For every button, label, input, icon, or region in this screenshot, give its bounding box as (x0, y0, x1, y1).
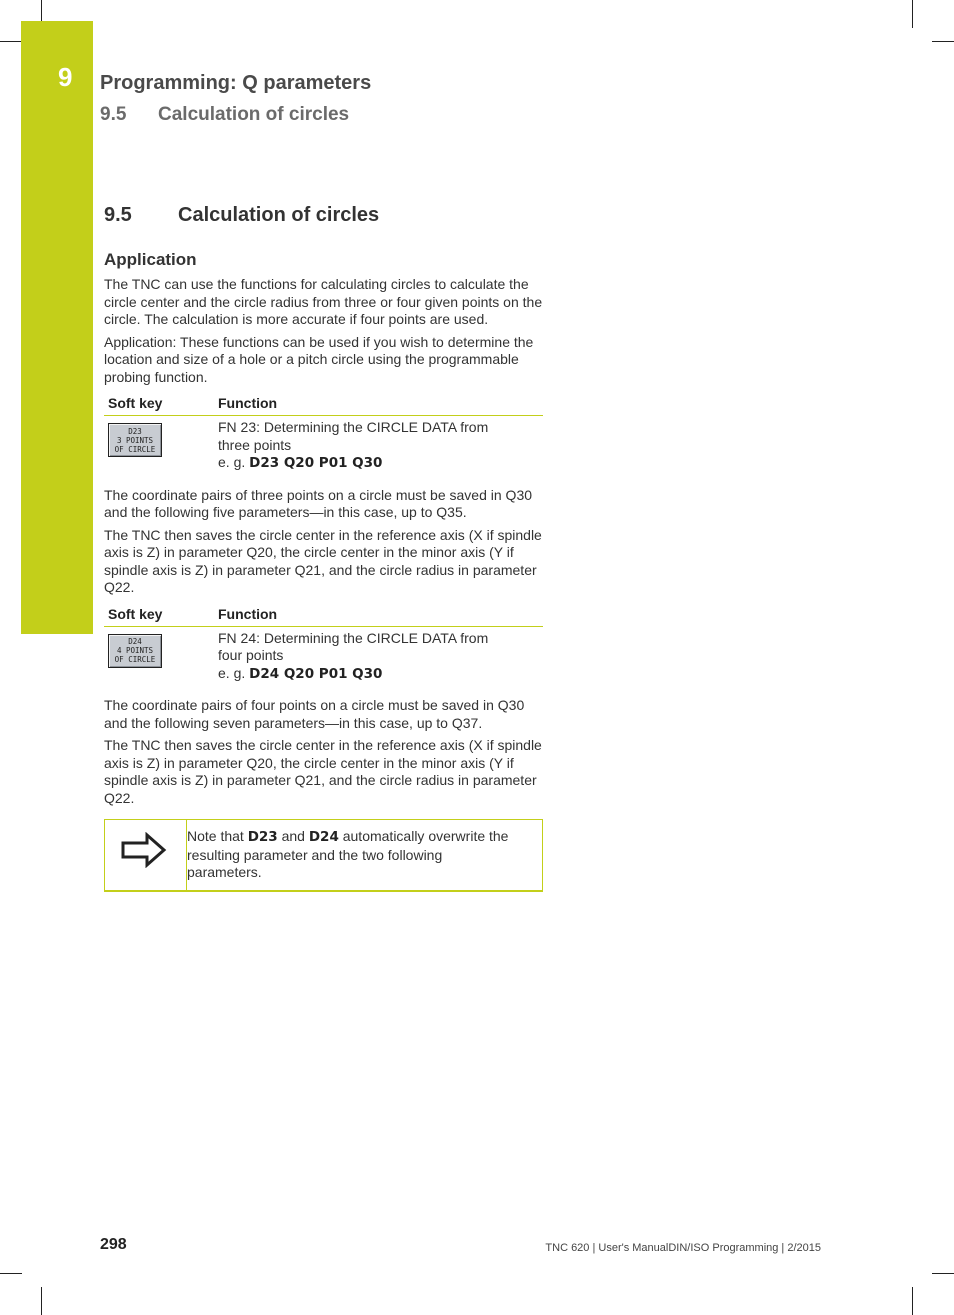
paragraph: The TNC then saves the circle center in the reference axis (X if spindle axis is Z) in parameter Q20, the circle center in the minor axis (Y if spindle axis is Z) in parameter Q21, and the circle radius in parameter Q22. (104, 526, 542, 595)
column-header-function: Function (214, 392, 543, 416)
section-number: 9.5 (104, 204, 132, 226)
footer-text: TNC 620 | User's ManualDIN/ISO Programming | 2/2015 (545, 1242, 821, 1254)
example-code: D24 Q20 P01 Q30 (249, 665, 383, 682)
note-code: D23 (247, 829, 278, 845)
note-box (104, 819, 543, 892)
page-content (104, 204, 544, 892)
softkey-line: OF CIRCLE (114, 655, 156, 664)
crop-mark (0, 41, 22, 42)
note-text (187, 828, 517, 882)
chapter-number: 9 (58, 62, 73, 92)
softkey-line: OF CIRCLE (114, 444, 156, 454)
running-header-section (100, 104, 349, 126)
running-header-chapter: Programming: Q parameters (100, 72, 372, 94)
arrow-right-icon (121, 832, 167, 868)
softkey-line: 3 POINTS (116, 435, 154, 445)
crop-mark (932, 41, 954, 42)
note-text-part: and (277, 828, 309, 844)
softkey-d23-button[interactable] (108, 423, 162, 457)
softkey-d24-button[interactable] (108, 634, 162, 668)
function-description: three points (218, 436, 292, 453)
softkey-line: D23 (128, 426, 142, 436)
note-text-part: Note that (187, 828, 248, 844)
paragraph: The TNC then saves the circle center in the reference axis (X if spindle axis is Z) in parameter Q20, the circle center in the minor axis (Y if spindle axis is Z) in parameter Q21, and the circle radius in parameter Q22. (104, 737, 542, 806)
softkey-table (104, 603, 543, 688)
function-description: four points (218, 647, 284, 663)
column-header-softkey: Soft key (104, 603, 214, 627)
crop-mark (912, 0, 913, 28)
softkey-line: D24 (128, 637, 142, 646)
softkey-table (104, 392, 543, 477)
note-text-part: automatically overwrite the resulting parameter and the two following parameters. (187, 828, 509, 880)
paragraph: Application: These functions can be used if you wish to determine the location and size of a hole or a pitch circle using the programmable probing function. (104, 333, 534, 385)
example-prefix: e. g. (218, 664, 246, 681)
function-description: FN 24: Determining the CIRCLE DATA from (218, 629, 489, 646)
function-example (218, 454, 539, 473)
crop-mark (932, 1273, 954, 1274)
section-title: Calculation of circles (178, 204, 380, 226)
crop-mark (41, 1287, 42, 1315)
crop-mark (912, 1287, 913, 1315)
running-header-section-number: 9.5 (100, 104, 127, 125)
subheading: Application (104, 250, 197, 269)
running-header-section-title: Calculation of circles (158, 104, 350, 125)
paragraph: The coordinate pairs of three points on a circle must be saved in Q30 and the following five parameters—in this case, up to Q35. (104, 486, 533, 520)
example-code: D23 Q20 P01 Q30 (249, 455, 383, 471)
table-row (104, 416, 543, 477)
table-row (104, 626, 543, 687)
crop-mark (0, 1273, 22, 1274)
chapter-sidebar (21, 21, 93, 634)
softkey-line: 4 POINTS (116, 646, 154, 655)
function-description: FN 23: Determining the CIRCLE DATA from (218, 419, 489, 435)
example-prefix: e. g. (218, 454, 246, 470)
function-example (218, 665, 539, 684)
page-number: 298 (100, 1236, 127, 1253)
paragraph: The TNC can use the functions for calculating circles to calculate the circle center and the circle radius from three or four given points on the circle. The calculation is more accurate if four points are used. (104, 276, 543, 327)
note-code: D24 (308, 829, 339, 845)
section-heading (104, 204, 544, 230)
column-header-function: Function (214, 603, 543, 627)
paragraph: The coordinate pairs of four points on a circle must be saved in Q30 and the following seven parameters—in this case, up to Q37. (104, 697, 525, 731)
column-header-softkey: Soft key (104, 392, 214, 416)
